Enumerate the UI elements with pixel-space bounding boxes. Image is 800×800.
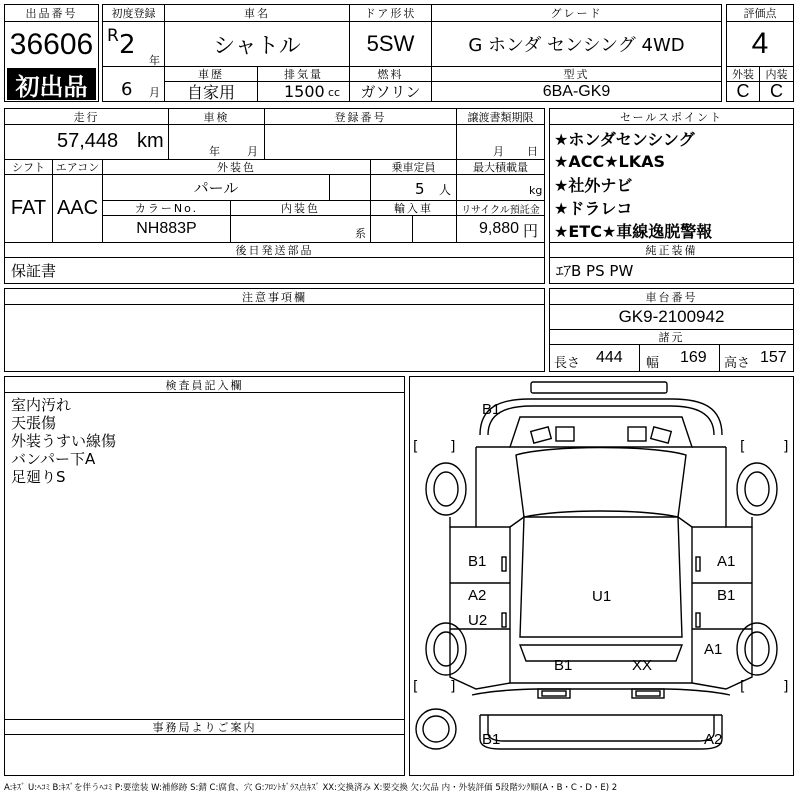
inspection-label: 車検 <box>169 109 265 125</box>
mileage-cell <box>5 125 169 159</box>
mark-right-rear-quarter: A1 <box>704 641 723 658</box>
reg-year: 2 <box>119 30 136 60</box>
grade: G ホンダ センシング 4WD <box>468 35 685 56</box>
recycle-label: リサイクル預託金 <box>457 201 544 216</box>
inspector-label: 検査員記入欄 <box>5 377 404 393</box>
car-name: シャトル <box>165 22 350 66</box>
lot-number: 36606 <box>9 28 94 61</box>
plate-label: 登録番号 <box>265 109 457 125</box>
displacement-cell <box>258 82 350 101</box>
interior-label: 内装 <box>760 66 793 82</box>
width-cell <box>640 345 720 371</box>
mark-roof: U1 <box>592 588 612 605</box>
shift-label: シフト <box>5 159 53 175</box>
capacity-label: 乗車定員 <box>371 159 457 175</box>
history-label: 車歴 <box>165 66 258 82</box>
dimensions-label: 諸元 <box>550 329 793 345</box>
car-diagram <box>409 376 794 776</box>
length-cell <box>550 345 640 371</box>
legend: A:ｷｽﾞ U:ﾍｺﾐ B:ｷｽﾞを伴うﾍｺﾐ P:要塗装 W:補修跡 S:錆 C:腐食、穴 G:ﾌﾛﾝﾄｶﾞﾗｽ点ｷｽﾞ XX:交換済み X:要交換 欠:欠品 内・外装評価 5段階ﾗﾝｸ順(A・B・C・D・E) 2 <box>4 783 618 793</box>
inspector-note: 天張傷 <box>11 414 57 432</box>
height-value: 157 <box>760 349 787 366</box>
inspector-notes <box>11 396 116 486</box>
mark-rear-bumper-left: B1 <box>482 731 501 748</box>
recycle-unit: 円 <box>523 222 539 240</box>
mark-right-rear-door: B1 <box>717 587 736 604</box>
model-code-label: 型式 <box>432 66 721 82</box>
rating-box <box>726 4 794 102</box>
header-grid <box>102 4 722 102</box>
color-label: 外装色 <box>103 159 371 175</box>
bracket-close: ] <box>450 439 456 455</box>
first-reg-cell <box>103 22 165 66</box>
mark-tailgate-left: B1 <box>554 657 573 674</box>
plate-cell <box>265 125 457 159</box>
rating: 4 <box>751 27 769 60</box>
chassis-number: GK9-2100942 <box>618 307 725 326</box>
transfer-label: 譲渡書類期限 <box>457 109 544 125</box>
door-label: ドア形状 <box>350 5 432 22</box>
exterior-grade: C <box>727 82 760 101</box>
sales-point: ★ドラレコ <box>554 198 633 218</box>
transfer-day-unit: 日 <box>527 145 538 158</box>
notes-label: 注意事項欄 <box>5 289 544 305</box>
ac: AAC <box>53 175 103 242</box>
mileage-label: 走行 <box>5 109 169 125</box>
lot-number-label: 出品番号 <box>5 5 98 22</box>
year-unit: 年 <box>149 54 160 67</box>
month-unit: 月 <box>149 86 160 99</box>
bracket-open: [ <box>740 439 746 455</box>
sales-point: ★ホンダセンシング <box>554 129 695 149</box>
mark-left-rear-door: A2 <box>468 587 487 604</box>
chassis-box <box>549 288 794 372</box>
capacity-unit: 人 <box>439 183 452 197</box>
inspection-year-unit: 年 <box>209 145 220 158</box>
bracket-close: ] <box>783 679 789 695</box>
car-name-label: 車名 <box>165 5 350 22</box>
inspector-note: バンパー下A <box>11 450 96 468</box>
height-cell <box>720 345 793 371</box>
inspector-note: 外装うすい線傷 <box>11 432 117 450</box>
era: R <box>107 26 119 46</box>
load-unit: kg <box>529 184 543 197</box>
displacement-unit: cc <box>328 86 341 99</box>
shift: FAT <box>5 175 53 242</box>
capacity-cell <box>371 175 457 201</box>
import-cell-b <box>413 216 457 242</box>
equipment-label: 純正装備 <box>550 242 793 258</box>
sales-box <box>549 108 794 284</box>
sales-point: ★ETC★車線逸脱警報 <box>554 221 713 241</box>
model-code: 6BA-GK9 <box>542 82 611 100</box>
width-label: 幅 <box>646 356 660 371</box>
lot-box <box>4 4 99 102</box>
bracket-open: [ <box>740 679 746 695</box>
bracket-close: ] <box>450 679 456 695</box>
inspection-month-unit: 月 <box>247 145 258 158</box>
sales-points-label: セールスポイント <box>550 109 793 125</box>
recycle-cell <box>457 216 544 242</box>
recycle-amount: 9,880 <box>479 220 520 237</box>
later-parts-label: 後日発送部品 <box>5 242 544 258</box>
fuel: ガソリン <box>350 82 432 101</box>
load-label: 最大積載量 <box>457 159 544 175</box>
import-label: 輸入車 <box>371 201 457 216</box>
mark-right-front-door: A1 <box>717 553 736 570</box>
door-type: 5SW <box>350 22 432 66</box>
interior-color-unit: 系 <box>355 227 366 240</box>
first-listing-badge: 初出品 <box>7 68 96 100</box>
notes-box <box>4 288 545 372</box>
load-cell <box>457 175 544 201</box>
import-cell-a <box>371 216 413 242</box>
history: 自家用 <box>165 82 258 101</box>
mileage: 57,448 <box>57 130 119 152</box>
inspector-box <box>4 376 405 776</box>
reg-month: 6 <box>121 79 133 100</box>
grade-label: グレード <box>432 5 721 22</box>
mark-tailgate-right: XX <box>632 657 653 674</box>
width-value: 169 <box>680 349 707 366</box>
sales-point: ★ACC★LKAS <box>554 151 666 171</box>
mark-front-left: B1 <box>482 401 501 418</box>
bracket-open: [ <box>413 439 419 455</box>
bracket-open: [ <box>413 679 419 695</box>
exterior-label: 外装 <box>727 66 760 82</box>
interior-grade: C <box>770 81 783 101</box>
mileage-unit: km <box>137 130 164 152</box>
mark-left-rear-quarter: U2 <box>468 612 488 629</box>
length-label: 長さ <box>554 356 581 371</box>
capacity: 5 <box>415 180 425 198</box>
bracket-close: ] <box>783 439 789 455</box>
interior-color-label: 内装色 <box>231 201 371 216</box>
interior-color-cell <box>231 216 371 242</box>
equipment: ｴｱB PS PW <box>556 262 634 280</box>
color-no-label: カラーNo. <box>103 201 231 216</box>
color-subcell <box>329 175 371 201</box>
inspector-note: 室内汚れ <box>11 396 72 414</box>
office-label: 事務局よりご案内 <box>5 719 404 735</box>
rating-label: 評価点 <box>727 5 793 22</box>
chassis-label: 車台番号 <box>550 289 793 305</box>
displacement-label: 排気量 <box>258 66 350 82</box>
transfer-cell <box>457 125 544 159</box>
later-parts: 保証書 <box>11 262 57 280</box>
transfer-month-unit: 月 <box>493 145 504 158</box>
color-number: NH883P <box>103 216 231 242</box>
length-value: 444 <box>596 349 623 366</box>
car-outline <box>410 377 793 775</box>
inspection-cell <box>169 125 265 159</box>
exterior-color: パール <box>103 175 329 201</box>
sales-point: ★社外ナビ <box>554 175 633 195</box>
ac-label: エアコン <box>53 159 103 175</box>
height-label: 高さ <box>724 356 751 371</box>
mark-left-front-door: B1 <box>468 553 487 570</box>
first-reg-label: 初度登録 <box>103 5 165 22</box>
mark-rear-bumper-right: A2 <box>704 731 723 748</box>
displacement: 1500 <box>284 82 325 101</box>
inspector-note: 足廻りS <box>11 468 66 486</box>
mid-grid <box>4 108 545 284</box>
fuel-label: 燃料 <box>350 66 432 82</box>
month-cell <box>103 66 165 101</box>
